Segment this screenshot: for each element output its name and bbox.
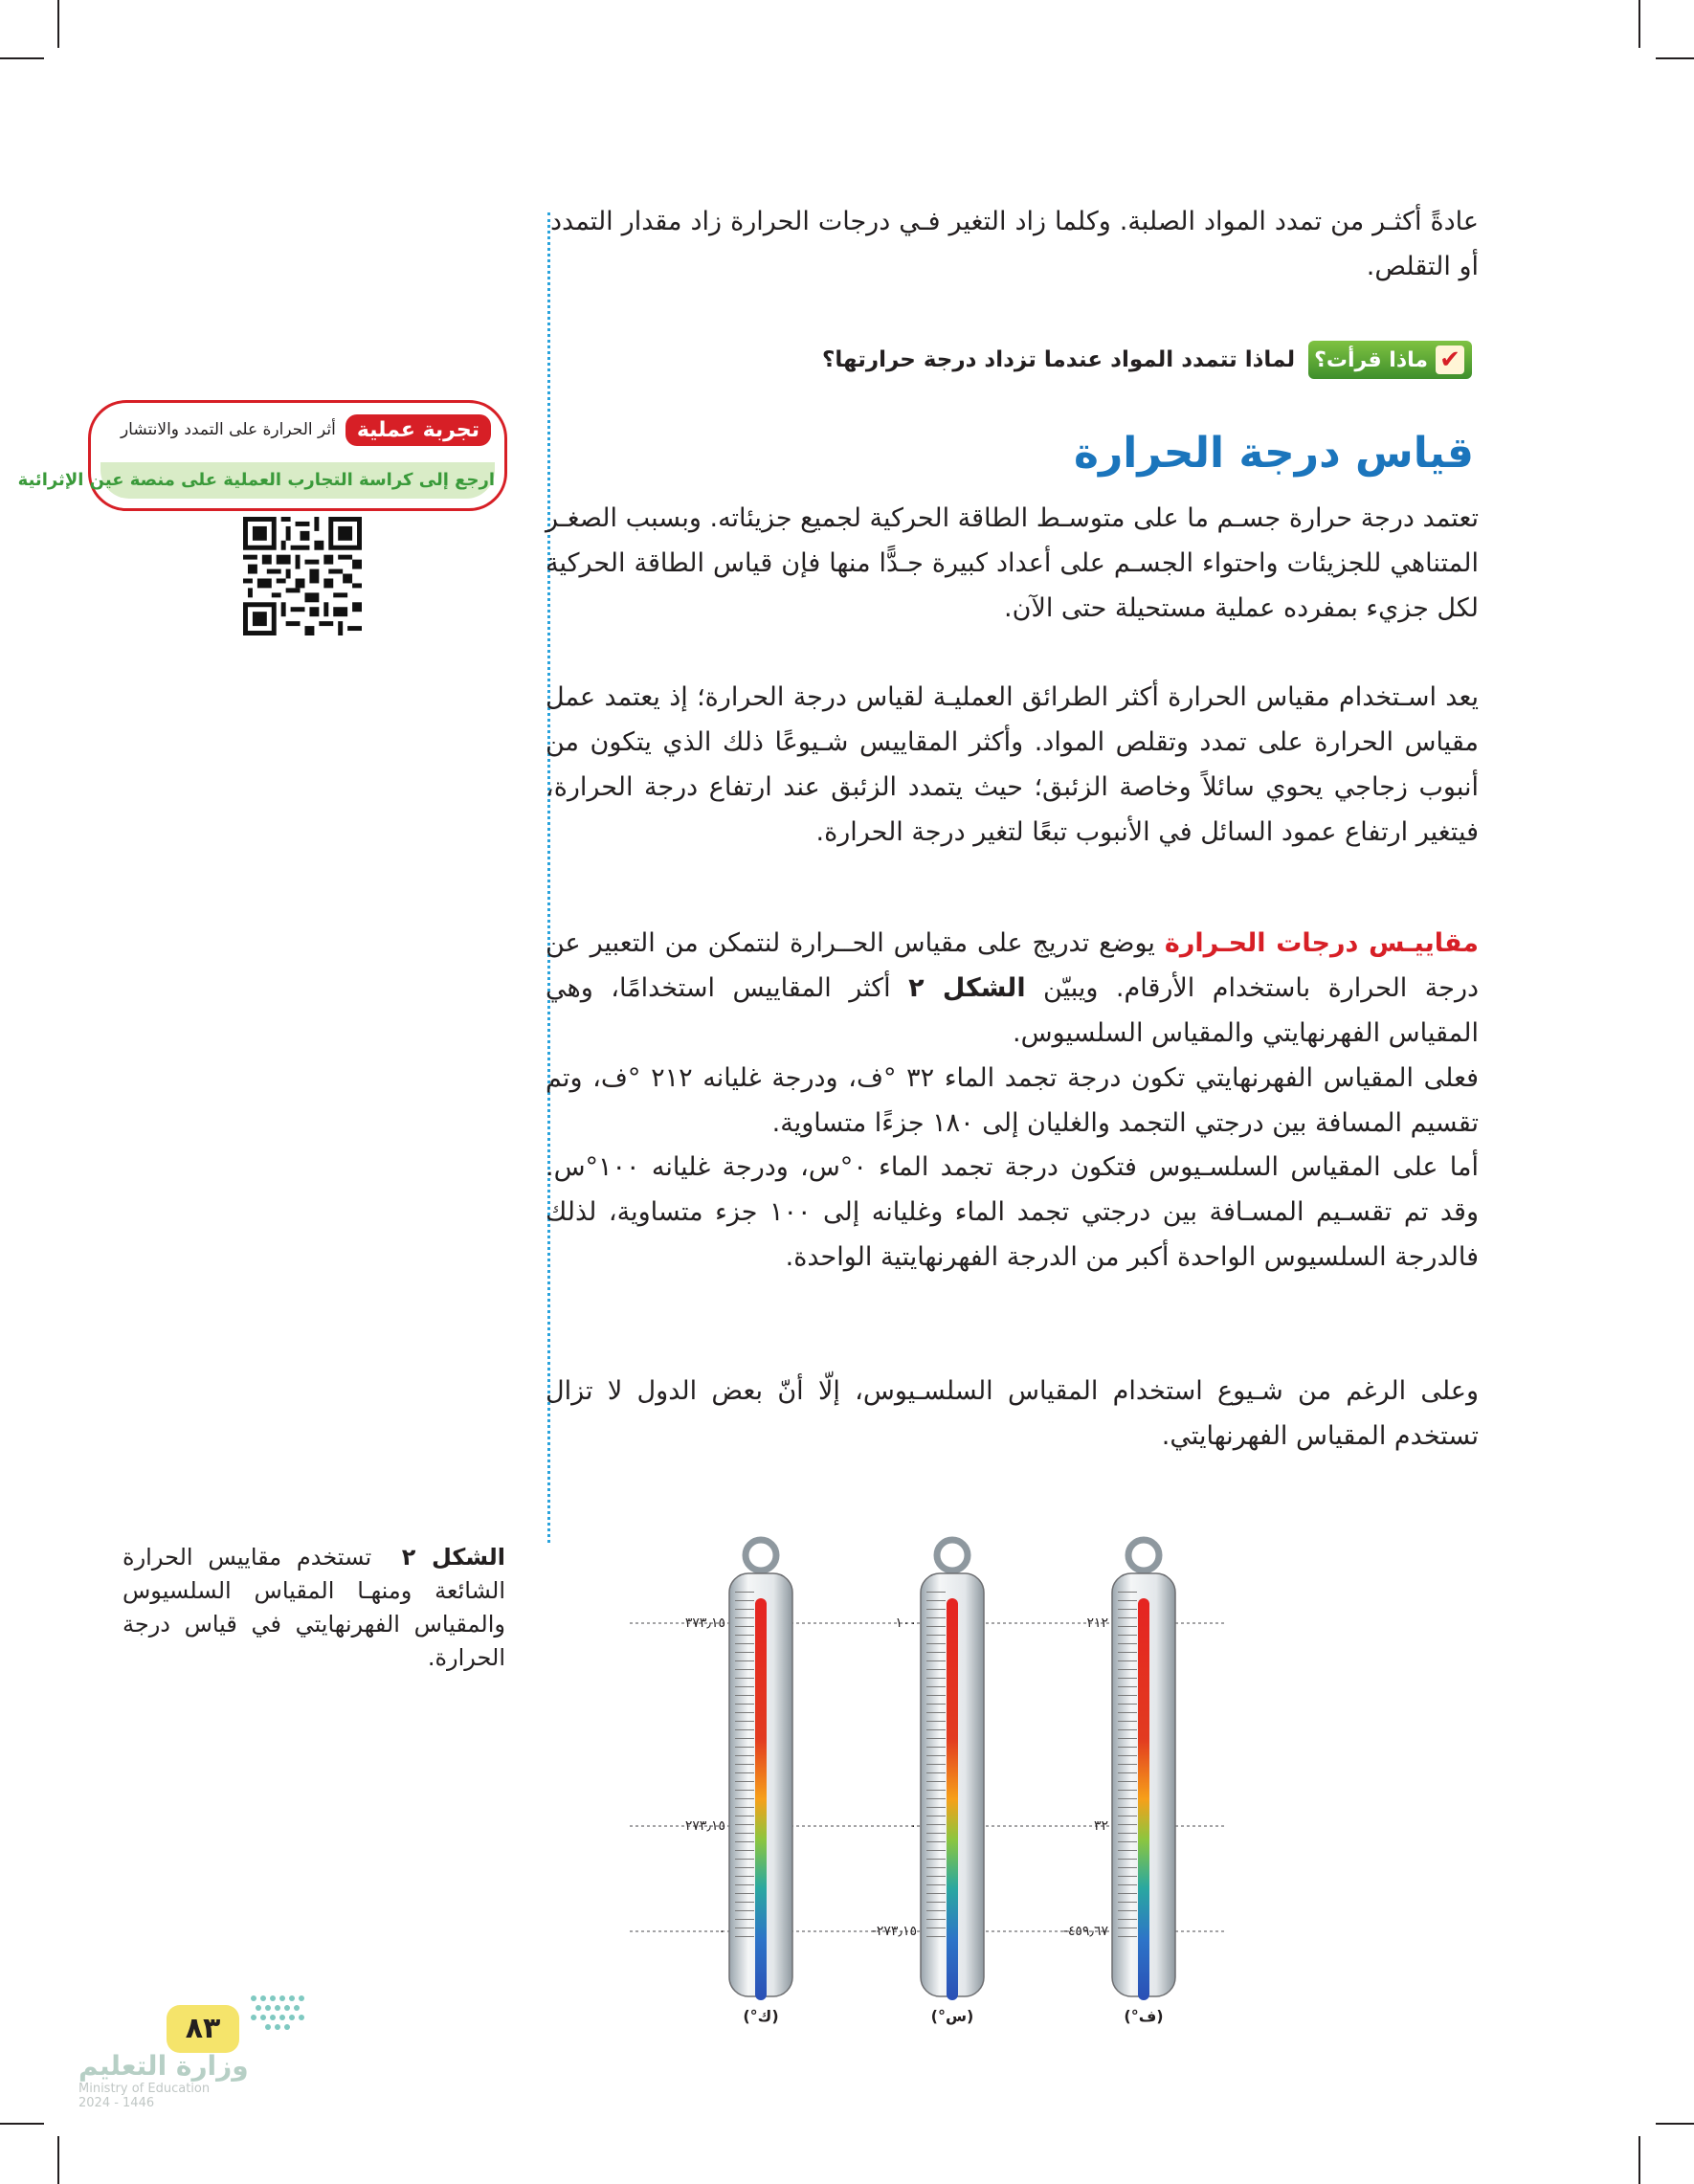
- fahrenheit-mid-label: ٣٢: [1093, 1818, 1108, 1834]
- celsius-mid-label: ٠: [909, 1818, 917, 1834]
- lab-link[interactable]: ارجع إلى كراسة التجارب العملية على منصة عين الإثرائية: [100, 462, 495, 499]
- paragraph-scales: [546, 921, 1479, 1056]
- paragraph-kinetic-energy: تعتمد درجة حرارة جسـم ما على متوسـط الطاقة الحركية لجميع جزيئاته. وبسبب الصغـر المتناهي للجزيئات واحتواء الجسـم على أعداد كبيرة جـدًّا منها فإن قياس الطاقة الحركية لكل جزيء بمفرده عملية مستحيلة حتى الآن.: [546, 503, 1479, 623]
- what-did-you-read-question: لماذا تتمدد المواد عندما تزداد درجة حرارتها؟: [822, 347, 1296, 372]
- lab-title: أثر الحرارة على التمدد والانتشار: [120, 420, 336, 439]
- figure-caption-label: الشكل ٢: [401, 1544, 505, 1571]
- scales-text-2: أكثر المقاييس استخدامًا، وهي المقياس الفهرنهايتي والمقياس السلسيوس.: [546, 973, 1479, 1048]
- kelvin-top-label: ٣٧٣٫١٥: [684, 1616, 725, 1631]
- ministry-name-ar: وزارة التعليم: [78, 2050, 249, 2082]
- kelvin-bottom-label: ٠: [718, 1924, 725, 1939]
- fahrenheit-unit: (°ف): [1124, 2007, 1164, 2025]
- figure-reference: الشكل ٢: [908, 973, 1026, 1003]
- column-divider: [547, 212, 550, 1543]
- paragraph-thermometer: يعد اسـتخدام مقياس الحرارة أكثر الطرائق العمليـة لقياس درجة الحرارة؛ إذ يعتمد عمل مقياس الحرارة على تمدد وتقلص المواد. وأكثر المقاييس شـيوعًا ذلك الذي يتكون من أنبوب زجاجي يحوي سائلاً وخاصة الزئبق؛ حيث يتمدد الزئبق عند ارتفاع درجة الحرارة، فيتغير ارتفاع عمود السائل في الأنبوب تبعًا لتغير درجة الحرارة.: [546, 682, 1479, 847]
- crop-mark: [0, 57, 44, 59]
- edition-year: 2024 - 1446: [78, 2096, 155, 2110]
- paragraph-usage: وعلى الرغم من شـيوع استخدام المقياس السلسـيوس، إلّا أنّ بعض الدول لا تزال تستخدم المقياس الفهرنهايتي.: [546, 1376, 1479, 1451]
- section-heading: قياس درجة الحرارة: [1073, 429, 1474, 478]
- celsius-thermometer: [872, 1540, 984, 2025]
- crop-mark: [1638, 2136, 1640, 2184]
- intro-paragraph: عادةً أكثـر من تمدد المواد الصلبة. وكلما زاد التغير فـي درجات الحرارة زاد مقدار التمدد أو التقلص.: [550, 207, 1479, 281]
- paragraph-celsius: أما على المقياس السلسـيوس فتكون درجة تجمد الماء ٠°س، ودرجة غليانه ١٠٠°س. وقد تم تقسـيم المسـافة بين درجتي تجمد الماء وغليانه إلى ١٠٠ جزء متساوية، لذلك فالدرجة السلسيوس الواحدة أكبر من الدرجة الفهرنهايتية الواحدة.: [546, 1152, 1479, 1272]
- celsius-bottom-label: -٢٧٣٫١٥: [871, 1924, 917, 1939]
- lab-header: [104, 411, 491, 449]
- fahrenheit-bottom-label: -٤٥٩٫٦٧: [1062, 1924, 1108, 1939]
- crop-mark: [1656, 57, 1694, 59]
- crop-mark: [57, 2136, 59, 2184]
- crop-mark: [57, 0, 59, 48]
- what-did-you-read: [822, 337, 1472, 383]
- figure-caption: [123, 1541, 505, 1675]
- crop-mark: [1638, 0, 1640, 48]
- lab-box[interactable]: [17, 400, 507, 511]
- kelvin-thermometer: [685, 1540, 792, 2025]
- celsius-unit: (°س): [930, 2007, 974, 2025]
- what-did-you-read-label: ماذا قرأت؟: [1314, 347, 1428, 372]
- paragraph-fahrenheit: فعلى المقياس الفهرنهايتي تكون درجة تجمد الماء ٣٢ °ف، ودرجة غليانه ٢١٢ °ف، وتم تقسيم المسافة بين درجتي التجمد والغليان إلى ١٨٠ جزءًا متساوية.: [546, 1063, 1480, 1138]
- qr-code-icon[interactable]: [243, 517, 362, 635]
- scales-keyword: مقاييـس درجات الحـرارة: [1164, 928, 1480, 958]
- figure-caption-text: تستخدم مقاييس الحرارة الشائعة ومنهـا المقياس السلسيوس والمقياس الفهرنهايتي في قياس درجة الحرارة.: [123, 1544, 505, 1671]
- checkmark-icon: ✔: [1436, 345, 1464, 374]
- kelvin-unit: (°ك): [743, 2007, 779, 2025]
- thermometers-figure: [613, 1531, 1244, 2039]
- crop-mark: [1656, 2123, 1694, 2125]
- ministry-name-en: Ministry of Education: [78, 2082, 211, 2096]
- ministry-branding: [78, 2050, 249, 2110]
- lab-tag: تجربة عملية: [345, 414, 491, 446]
- scales-text-1: يوضع تدريج على مقياس الحــرارة لنتمكن من التعبير عن درجة الحرارة باستخدام الأرقام. ويبيّن: [546, 928, 1479, 1003]
- crop-mark: [0, 2123, 44, 2125]
- what-did-you-read-badge: [1308, 341, 1472, 379]
- kelvin-mid-label: ٢٧٣٫١٥: [684, 1818, 725, 1834]
- fahrenheit-top-label: ٢١٢: [1086, 1616, 1108, 1631]
- fahrenheit-thermometer: [1063, 1540, 1175, 2025]
- celsius-top-label: ١٠٠: [895, 1616, 917, 1631]
- page-number: ٨٣: [167, 2005, 239, 2053]
